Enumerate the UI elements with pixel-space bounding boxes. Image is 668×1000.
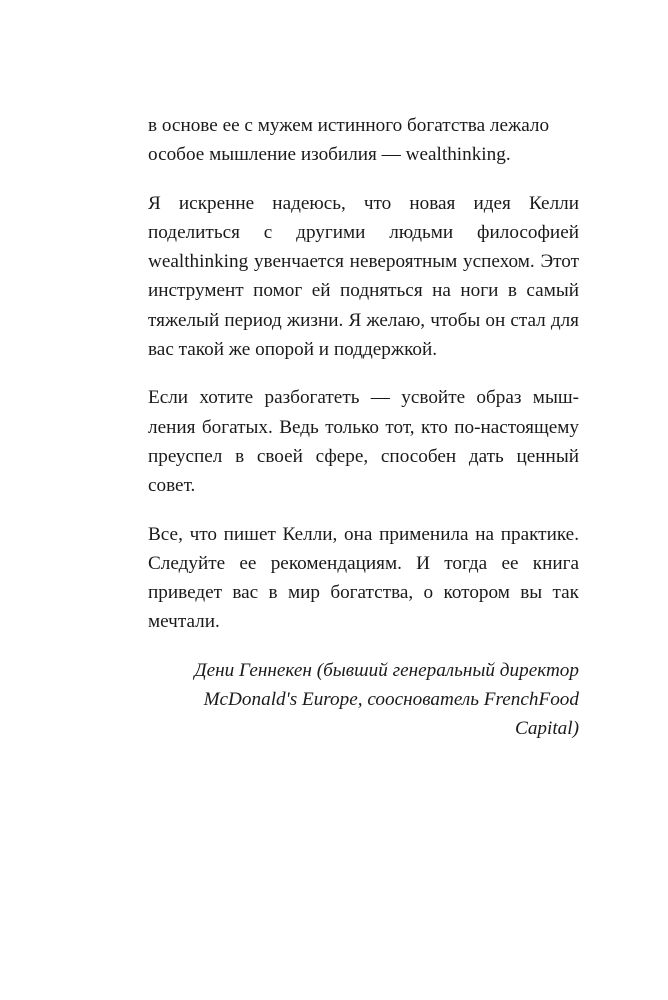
paragraph-3: Если хотите разбогатеть — усвойте образ мышления богатых. Ведь только тот, кто по-настоящему преуспел в своей сфере, способен дать ценный совет. — [148, 387, 579, 497]
signature-line-3: Capital) — [515, 718, 579, 740]
paragraph-4: Все, что пишет Келли, она применила на практике. Следуйте ее рекомендациям. И тогда ее книга приведет вас в мир богатства, о котором вы так мечтали. — [148, 523, 579, 633]
page-content — [148, 111, 579, 744]
signature-line-2: McDonald's Europe, сооснователь FrenchFood — [203, 689, 579, 711]
paragraph-1: в основе ее с мужем истинного богатства лежало особое мышление изобилия — wealthinking. — [148, 115, 550, 166]
author-signature — [148, 656, 579, 744]
paragraph-2: Я искренне надеюсь, что новая идея Келли поделиться с другими людьми философией wealthinking увенчается невероятным успехом. Этот инструмент помог ей подняться на ноги в самый тяжелый период жизни. Я желаю, чтобы он стал для вас такой же опорой и поддержкой. — [148, 192, 579, 361]
signature-line-1: Дени Геннекен (бывший генеральный директор — [194, 659, 579, 681]
